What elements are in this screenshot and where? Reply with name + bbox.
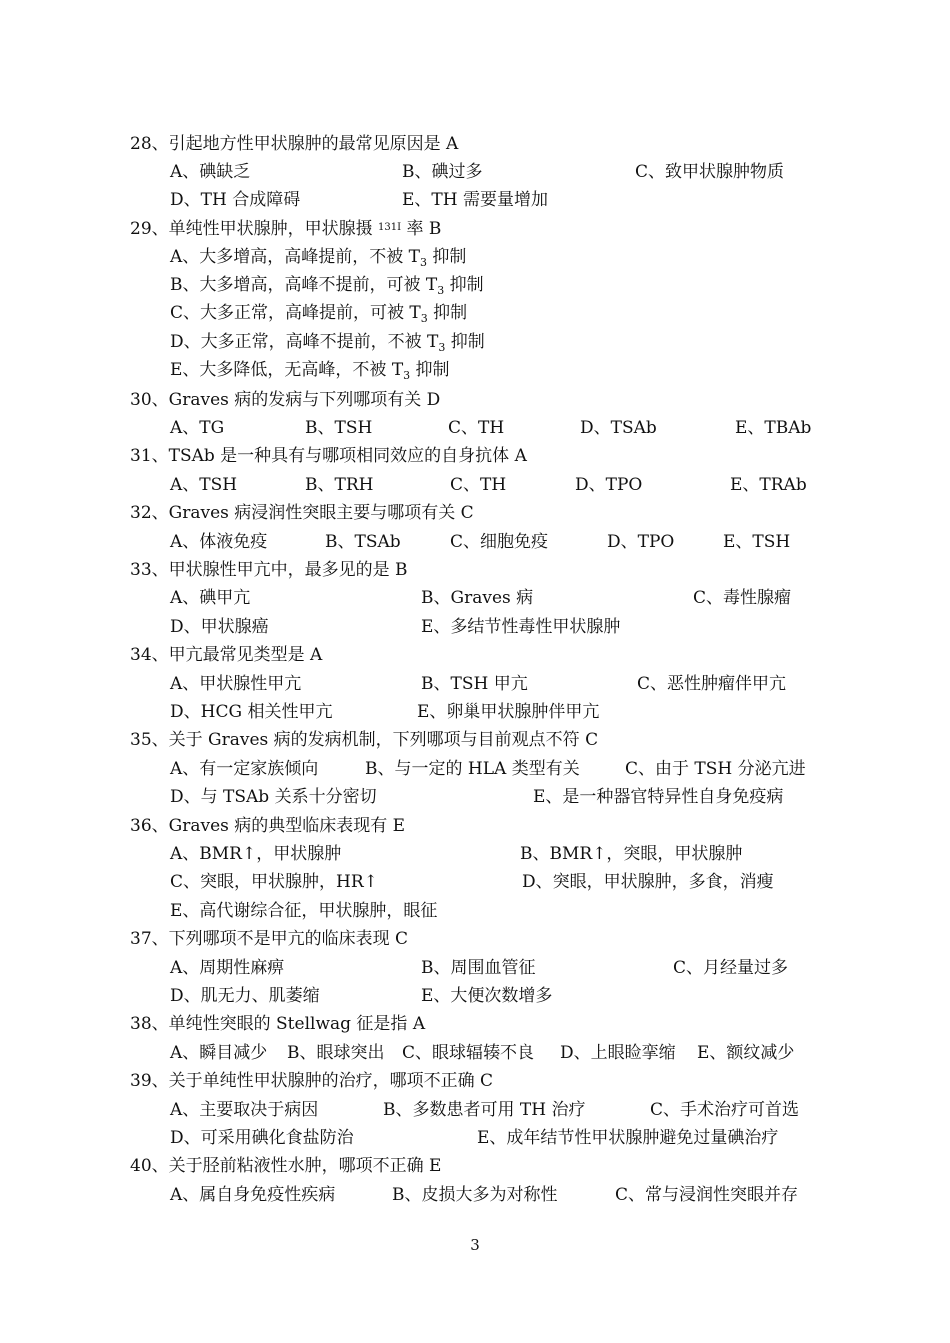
question-stem: 31、TSAb 是一种具有与哪项相同效应的自身抗体 A <box>130 446 527 466</box>
option: E、成年结节性甲状腺肿避免过量碘治疗 <box>477 1128 779 1148</box>
question-stem: 34、甲亢最常见类型是 A <box>130 645 323 665</box>
option-row <box>0 158 950 186</box>
question-stem: 35、关于 Graves 病的发病机制，下列哪项与目前观点不符 C <box>130 730 599 750</box>
option-row <box>0 840 950 868</box>
option-row <box>0 613 950 641</box>
option: D、可采用碘化食盐防治 <box>170 1128 354 1148</box>
option: E、是一种器官特异性自身免疫病 <box>533 787 784 807</box>
option-row <box>0 299 950 327</box>
question-stem: 38、单纯性突眼的 Stellwag 征是指 A <box>130 1014 426 1034</box>
option-row <box>0 783 950 811</box>
option: E、额纹减少 <box>697 1043 795 1063</box>
option: B、多数患者可用 TH 治疗 <box>383 1100 586 1120</box>
option: D、肌无力、肌萎缩 <box>170 986 320 1006</box>
question-stem: 39、关于单纯性甲状腺肿的治疗，哪项不正确 C <box>130 1071 494 1091</box>
option: C、眼球辐辏不良 <box>402 1043 535 1063</box>
option: C、致甲状腺肿物质 <box>635 162 785 182</box>
option: B、TSAb <box>325 532 401 552</box>
option: D、大多正常，高峰不提前，不被 $T_3$ 抑制 <box>170 332 485 354</box>
option: E、大便次数增多 <box>421 986 553 1006</box>
option-row <box>0 1096 950 1124</box>
option-row <box>0 698 950 726</box>
option-row <box>0 755 950 783</box>
option: B、周围血管征 <box>421 958 536 978</box>
question-stem: 36、Graves 病的典型临床表现有 E <box>130 816 406 836</box>
question-stem: 28、引起地方性甲状腺肿的最常见原因是 A <box>130 134 459 154</box>
option-row <box>0 954 950 982</box>
option: E、TH 需要量增加 <box>402 190 548 210</box>
option: A、碘甲亢 <box>170 588 251 608</box>
option: A、BMR↑，甲状腺肿 <box>170 844 342 864</box>
option: E、高代谢综合征，甲状腺肿，眼征 <box>170 901 438 921</box>
option: B、与一定的 HLA 类型有关 <box>365 759 580 779</box>
option-row <box>0 328 950 356</box>
option: A、瞬目减少 <box>170 1043 268 1063</box>
question-stem: 40、关于胫前粘液性水肿，哪项不正确 E <box>130 1156 442 1176</box>
question-stem: 30、Graves 病的发病与下列哪项有关 D <box>130 390 441 410</box>
option-row <box>0 186 950 214</box>
option-row <box>0 528 950 556</box>
option: B、Graves 病 <box>421 588 534 608</box>
question-stem: 33、甲状腺性甲亢中，最多见的是 B <box>130 560 408 580</box>
option-row <box>0 356 950 384</box>
option: E、TBAb <box>735 418 812 438</box>
option-row <box>0 243 950 271</box>
option: A、大多增高，高峰提前，不被 $T_3$ 抑制 <box>170 247 467 269</box>
option: E、大多降低，无高峰，不被 $T_3$ 抑制 <box>170 360 450 382</box>
option: D、TPO <box>575 475 643 495</box>
option: E、TRAb <box>730 475 807 495</box>
option: C、由于 TSH 分泌亢进 <box>625 759 806 779</box>
option: D、上眼睑挛缩 <box>560 1043 676 1063</box>
option: C、毒性腺瘤 <box>693 588 792 608</box>
option-row <box>0 670 950 698</box>
option: D、甲状腺癌 <box>170 617 269 637</box>
option-row <box>0 271 950 299</box>
option-row <box>0 414 950 442</box>
question-stem: 32、Graves 病浸润性突眼主要与哪项有关 C <box>130 503 474 523</box>
option: B、眼球突出 <box>287 1043 385 1063</box>
option: D、TSAb <box>580 418 657 438</box>
option: C、TH <box>448 418 505 438</box>
option: A、碘缺乏 <box>170 162 251 182</box>
option-row <box>0 1124 950 1152</box>
option: C、手术治疗可首选 <box>650 1100 800 1120</box>
option: D、TH 合成障碍 <box>170 190 301 210</box>
option-row <box>0 1039 950 1067</box>
option-row <box>0 1181 950 1209</box>
option: E、多结节性毒性甲状腺肿 <box>421 617 621 637</box>
option: A、周期性麻痹 <box>170 958 285 978</box>
option: C、大多正常，高峰提前，可被 $T_3$ 抑制 <box>170 303 468 325</box>
option: B、TSH <box>305 418 373 438</box>
option: B、BMR↑，突眼，甲状腺肿 <box>520 844 743 864</box>
option: A、甲状腺性甲亢 <box>170 674 302 694</box>
option: B、大多增高，高峰不提前，可被 $T_3$ 抑制 <box>170 275 484 297</box>
option: B、TSH 甲亢 <box>421 674 528 694</box>
option: C、恶性肿瘤伴甲亢 <box>637 674 787 694</box>
option: A、TSH <box>170 475 238 495</box>
option: D、HCG 相关性甲亢 <box>170 702 333 722</box>
option: C、细胞免疫 <box>450 532 549 552</box>
option: B、TRH <box>305 475 374 495</box>
option: C、TH <box>450 475 507 495</box>
page-number: 3 <box>470 1236 480 1254</box>
option: B、皮损大多为对称性 <box>392 1185 558 1205</box>
option: C、月经量过多 <box>673 958 789 978</box>
option-row <box>0 584 950 612</box>
option-row <box>0 471 950 499</box>
option: A、属自身免疫性疾病 <box>170 1185 336 1205</box>
option: D、与 TSAb 关系十分密切 <box>170 787 377 807</box>
option: D、突眼，甲状腺肿，多食，消瘦 <box>522 872 774 892</box>
option: C、常与浸润性突眼并存 <box>615 1185 799 1205</box>
option-row <box>0 982 950 1010</box>
question-stem: 37、下列哪项不是甲亢的临床表现 C <box>130 929 409 949</box>
option: D、TPO <box>607 532 675 552</box>
option: B、碘过多 <box>402 162 483 182</box>
option: E、卵巢甲状腺肿伴甲亢 <box>417 702 600 722</box>
question-stem: 29、单纯性甲状腺肿，甲状腺摄 $^{131I}$ 率 B <box>130 219 442 239</box>
option: A、主要取决于病因 <box>170 1100 319 1120</box>
option: A、体液免疫 <box>170 532 268 552</box>
option: C、突眼，甲状腺肿，HR↑ <box>170 872 378 892</box>
option-row <box>0 897 950 925</box>
option-row <box>0 868 950 896</box>
option: A、有一定家族倾向 <box>170 759 319 779</box>
option: E、TSH <box>723 532 791 552</box>
option: A、TG <box>170 418 225 438</box>
